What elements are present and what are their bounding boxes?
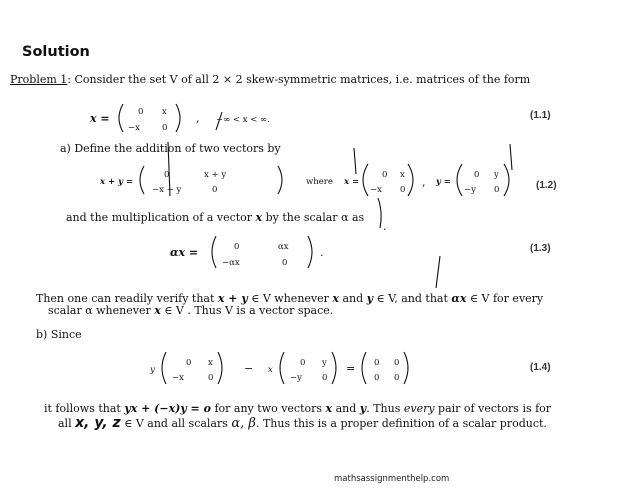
eq2-x-m11: 0	[382, 170, 388, 180]
eq3-pen-stroke	[430, 254, 450, 290]
eq4-r21: 0	[374, 373, 380, 383]
eq4-a12: x	[208, 358, 213, 368]
follows-1b: for any two vectors	[210, 402, 326, 415]
eq4-minus: −	[244, 362, 254, 375]
eq2-lhs: x + y =	[100, 177, 134, 187]
eq4-a-left-paren	[162, 352, 166, 384]
equation-1-2	[100, 160, 530, 200]
follows-every: every	[403, 402, 435, 415]
eq4-r-left-paren	[362, 352, 366, 384]
eq4-a22: 0	[208, 373, 214, 383]
eq2-y-right-paren	[504, 164, 509, 196]
follows-vars: x, y, z	[75, 415, 121, 431]
eq4-a21: −x	[172, 373, 184, 383]
eq2-left-paren	[140, 166, 144, 194]
follows-x: x	[325, 402, 333, 415]
eq4-a-right-paren	[218, 352, 222, 384]
eq2-where: where	[306, 177, 333, 187]
part-b-label: b) Since	[36, 328, 82, 341]
eq1-m12: x	[162, 107, 167, 117]
eq2-y-m22: 0	[494, 185, 500, 195]
then-y: y	[366, 292, 374, 305]
then-2a: scalar α whenever	[48, 304, 155, 317]
eq3-m22: 0	[282, 258, 288, 268]
eq1-m11: 0	[138, 107, 144, 117]
problem-text: : Consider the set V of all 2 × 2 skew-symmetric matrices, i.e. matrices of the form	[67, 73, 531, 86]
eq4-coef-x: x	[268, 365, 273, 375]
follows-2b: ∈ V and all scalars	[120, 417, 232, 430]
eq4-coef-y: y	[150, 365, 155, 375]
eq1-m22: 0	[162, 123, 168, 133]
then-ax: αx	[451, 292, 467, 305]
eq2-number: (1.2)	[536, 180, 557, 191]
eq4-number: (1.4)	[530, 362, 551, 373]
mult-pen-stroke	[374, 196, 394, 232]
multiplication-text	[66, 211, 364, 224]
eq4-r11: 0	[374, 358, 380, 368]
then-2b: ∈ V . Thus V is a vector space.	[160, 304, 334, 317]
follows-2c: . Thus this is a proper definition of a scalar product.	[255, 417, 547, 430]
eq2-y-lhs: y =	[436, 177, 452, 187]
mult-suffix: by the scalar α as	[262, 211, 365, 224]
follows-1c: and	[332, 402, 360, 415]
then-1c: and	[338, 292, 367, 305]
eq2-comma: ,	[422, 176, 426, 189]
follows-1d: . Thus	[366, 402, 404, 415]
eq2-y-m12: y	[494, 170, 499, 180]
eq2-m12: x + y	[204, 170, 227, 180]
eq1-condition: −∞ < x < ∞.	[216, 115, 270, 125]
svg-text:.: .	[383, 220, 387, 233]
eq4-r12: 0	[394, 358, 400, 368]
eq4-b21: −y	[290, 373, 302, 383]
problem-label: Problem 1	[10, 73, 68, 86]
part-a-text: a) Define the addition of two vectors by	[60, 142, 281, 155]
eq4-a11: 0	[186, 358, 192, 368]
eq2-x-lhs: x =	[344, 177, 360, 187]
eq2-pen-stroke-2	[354, 148, 356, 174]
then-line-2	[48, 304, 333, 317]
follows-expr: yx + (−x)y = o	[124, 402, 211, 415]
eq2-right-paren	[278, 166, 282, 194]
eq4-b12: y	[322, 358, 327, 368]
follows-1a: it follows that	[44, 402, 125, 415]
eq3-m21: −αx	[222, 258, 240, 268]
eq4-r22: 0	[394, 373, 400, 383]
then-1d: ∈ V, and that	[373, 292, 452, 305]
mult-x: x	[255, 211, 263, 224]
equation-1-1	[90, 100, 390, 136]
eq3-dot: .	[320, 246, 324, 259]
then-1b: ∈ V whenever	[247, 292, 333, 305]
mult-prefix: and the multiplication	[66, 211, 190, 224]
eq2-y-m21: −y	[464, 185, 476, 195]
then-1a: Then one can readily verify that	[36, 292, 218, 305]
equation-1-4	[150, 348, 420, 388]
then-1e: ∈ V for every	[466, 292, 544, 305]
equation-1-3	[170, 232, 340, 272]
eq4-b22: 0	[322, 373, 328, 383]
follows-line-2	[58, 415, 547, 431]
eq4-r-right-paren	[404, 352, 408, 384]
eq4-b-left-paren	[280, 352, 284, 384]
eq1-number: (1.1)	[530, 110, 551, 121]
eq3-m11: 0	[234, 242, 240, 252]
mult-mid: of a vector	[189, 211, 256, 224]
eq2-x-m22: 0	[400, 185, 406, 195]
eq4-b-right-paren	[332, 352, 336, 384]
follows-1e: pair of vectors is for	[434, 402, 552, 415]
eq2-m21: −x − y	[152, 185, 182, 195]
follows-y: y	[359, 402, 367, 415]
eq3-number: (1.3)	[530, 243, 551, 254]
solution-heading: Solution	[22, 44, 90, 60]
follows-2a: all	[58, 417, 76, 430]
problem-statement	[10, 73, 530, 86]
then-x: x	[332, 292, 339, 305]
eq1-m21: −x	[128, 123, 140, 133]
eq1-lhs: x =	[90, 112, 110, 125]
eq2-y-m11: 0	[474, 170, 480, 180]
eq2-m11: 0	[164, 170, 170, 180]
then-2x: x	[154, 304, 161, 317]
eq2-x-right-paren	[408, 164, 413, 196]
eq3-right-paren	[308, 236, 312, 268]
eq2-x-m21: −x	[370, 185, 382, 195]
eq2-x-m12: x	[400, 170, 405, 180]
eq2-m22: 0	[212, 185, 218, 195]
eq1-right-paren	[176, 104, 180, 132]
follows-scalars: α, β	[231, 416, 256, 431]
eq1-comma: ,	[196, 112, 200, 125]
eq1-left-paren	[119, 104, 123, 132]
eq2-pen-stroke-3	[510, 144, 512, 170]
eq2-x-left-paren	[363, 164, 368, 196]
then-xy: x + y	[217, 292, 248, 305]
eq2-y-left-paren	[457, 164, 462, 196]
eq3-left-paren	[212, 236, 216, 268]
follows-line-1	[44, 402, 551, 415]
eq4-b11: 0	[300, 358, 306, 368]
eq3-m12: αx	[278, 242, 289, 252]
footer-site: mathsassignmenthelp.com	[334, 474, 450, 484]
eq4-equals: =	[346, 362, 356, 375]
eq3-lhs: αx =	[170, 246, 199, 259]
